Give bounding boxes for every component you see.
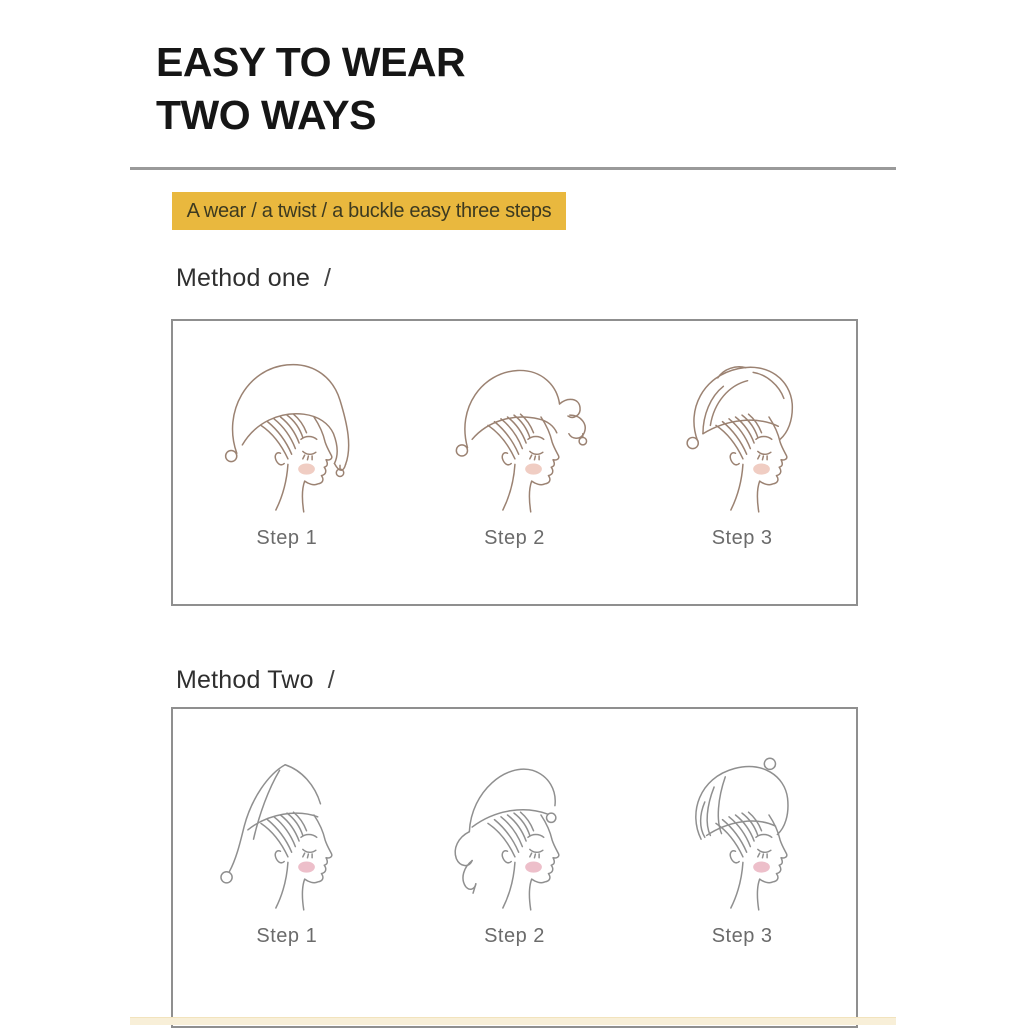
towel-step3-shape bbox=[687, 367, 792, 449]
towel-step3-shape bbox=[696, 758, 788, 839]
method-one-label: Method one bbox=[176, 264, 311, 292]
towel-hood-pointed-back-illustration bbox=[187, 735, 387, 921]
method-two-step-2 bbox=[407, 735, 622, 1026]
method-one-slash: / bbox=[324, 264, 332, 292]
step-label: Step 2 bbox=[484, 527, 545, 549]
page-title bbox=[156, 36, 465, 142]
method-two-slash: / bbox=[327, 666, 335, 694]
method-two-heading bbox=[176, 666, 335, 695]
tagline-highlight-bar bbox=[172, 192, 566, 230]
towel-step2-shape bbox=[457, 370, 587, 456]
step-label: Step 1 bbox=[256, 527, 318, 549]
step-label: Step 1 bbox=[256, 925, 318, 947]
tagline-text: A wear / a twist / a buckle easy three steps bbox=[186, 199, 552, 222]
step-label: Step 3 bbox=[711, 925, 773, 947]
method-two-step-3 bbox=[635, 735, 850, 1026]
towel-draped-over-head-illustration bbox=[187, 337, 387, 523]
page-title-line1: EASY TO WEAR bbox=[156, 39, 466, 85]
page-title-line2: TWO WAYS bbox=[156, 92, 376, 138]
method-two-steps-panel bbox=[171, 707, 858, 1028]
step-label: Step 2 bbox=[484, 925, 545, 947]
method-one-step-1 bbox=[179, 337, 394, 604]
title-divider-line bbox=[130, 167, 896, 170]
towel-turban-with-button-illustration bbox=[642, 735, 842, 921]
method-two-label: Method Two bbox=[176, 666, 314, 694]
method-one-step-3 bbox=[635, 337, 850, 604]
step-label: Step 3 bbox=[711, 527, 773, 549]
towel-twist-at-back-illustration bbox=[414, 735, 614, 921]
towel-tail-twisted-side-illustration bbox=[414, 337, 614, 523]
towel-wrapped-turban-illustration bbox=[642, 337, 842, 523]
method-two-step-1 bbox=[179, 735, 394, 1026]
method-one-step-2 bbox=[407, 337, 622, 604]
method-one-heading bbox=[176, 264, 331, 293]
method-one-steps-panel bbox=[171, 319, 858, 606]
